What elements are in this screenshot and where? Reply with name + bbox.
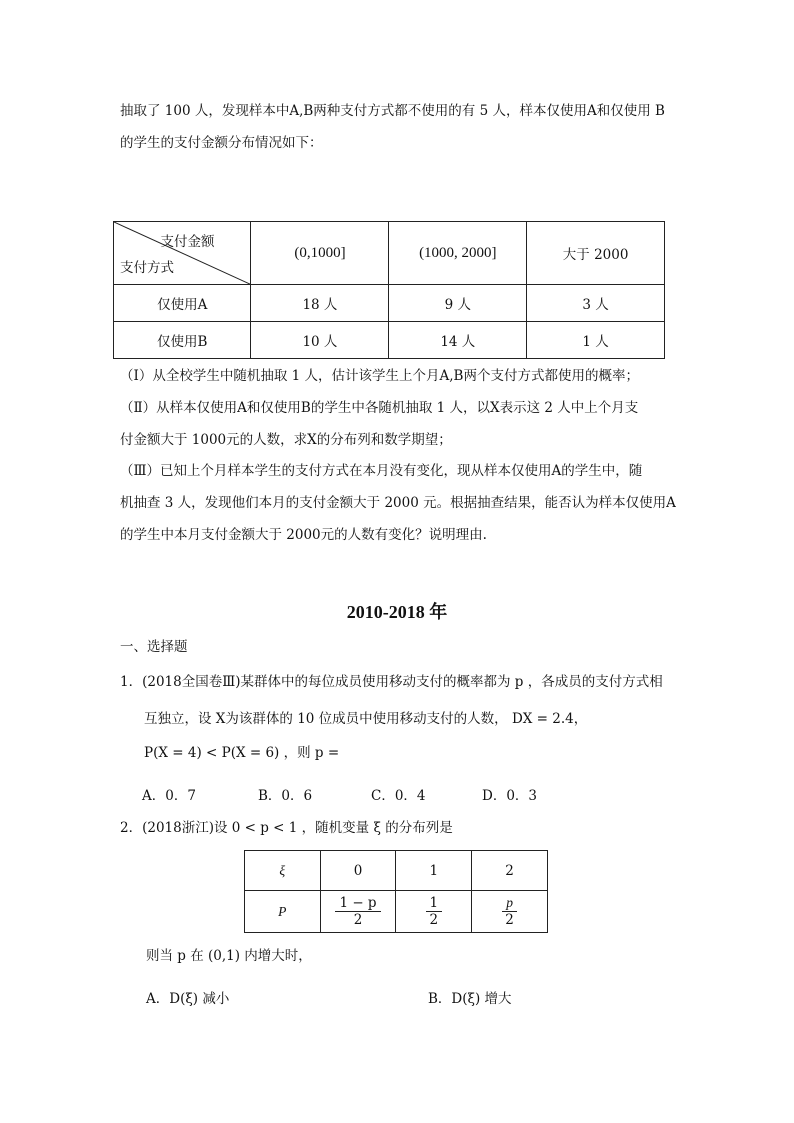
xi-value-1: 1 [396, 851, 472, 891]
diagonal-header-cell [114, 222, 251, 285]
problem-1-line-3: P(X = 4) < P(X = 6) ，则 p = [144, 745, 340, 761]
xi-header: ξ [245, 851, 321, 891]
question-1: （Ⅰ）从全校学生中随机抽取 1 人，估计该学生上个月A,B两个支付方式都使用的概率； [120, 368, 639, 384]
question-3-line-2: 机抽查 3 人，发现他们本月的支付金额大于 2000 元。根据抽查结果，能否认为样本仅使用A [120, 495, 676, 511]
intro-line-1: 抽取了 100 人，发现样本中A,B两种支付方式都不使用的有 5 人，样本仅使用A和仅使用 B [120, 103, 665, 119]
p-header: P [245, 891, 321, 933]
problem-2-option-a: A．D(ξ) 减小 [146, 991, 230, 1007]
xi-distribution-table [244, 850, 548, 933]
cell-b-3: 1 人 [527, 322, 665, 359]
xi-value-0: 0 [320, 851, 396, 891]
fraction-numerator: p [502, 895, 517, 912]
option-b: B．0．6 [258, 788, 313, 804]
p-value-2 [472, 891, 548, 933]
diagonal-header-bottom: 支付方式 [120, 260, 174, 276]
problem-1-line-2: 互独立，设 X为该群体的 10 位成员中使用移动支付的人数， DX = 2.4， [144, 711, 588, 727]
question-2-line-2: 付金额大于 1000元的人数，求X的分布列和数学期望； [120, 432, 452, 448]
diagonal-header-top: 支付金额 [160, 234, 215, 250]
problem-2-condition: 则当 p 在 (0,1) 内增大时， [146, 948, 312, 964]
payment-distribution-table [113, 221, 665, 359]
cell-b-2: 14 人 [389, 322, 527, 359]
cell-b-1: 10 人 [251, 322, 389, 359]
row-label-a: 仅使用A [114, 285, 251, 322]
cell-a-1: 18 人 [251, 285, 389, 322]
fraction-numerator: 1 − p [335, 895, 380, 912]
fraction-numerator: 1 [426, 895, 443, 912]
question-3-line-3: 的学生中本月支付金额大于 2000元的人数有变化？说明理由. [120, 527, 487, 543]
problem-1-line-1: 1．(2018全国卷Ⅲ)某群体中的每位成员使用移动支付的概率都为 p ，各成员的支付方式相 [120, 674, 663, 690]
problem-2-option-b: B．D(ξ) 增大 [428, 991, 512, 1007]
row-label-b: 仅使用B [114, 322, 251, 359]
p-value-1 [396, 891, 472, 933]
section-heading: 2010-2018 年 [346, 602, 448, 622]
section-subheading: 一、选择题 [120, 639, 188, 655]
column-header-2: (1000, 2000] [389, 222, 527, 285]
fraction-denominator: 2 [429, 912, 439, 928]
fraction-denominator: 2 [505, 912, 514, 928]
question-2-line-1: （Ⅱ）从样本仅使用A和仅使用B的学生中各随机抽取 1 人，以X表示这 2 人中上个月支 [120, 400, 639, 416]
column-header-1: (0,1000] [251, 222, 389, 285]
cell-a-3: 3 人 [527, 285, 665, 322]
column-header-3: 大于 2000 [527, 222, 665, 285]
fraction-denominator: 2 [353, 912, 363, 928]
option-c: C．0．4 [371, 788, 426, 804]
xi-value-2: 2 [472, 851, 548, 891]
p-value-0 [320, 891, 396, 933]
option-d: D．0．3 [482, 788, 538, 804]
problem-2-line-1: 2．(2018浙江)设 0 < p < 1 ，随机变量 ξ 的分布列是 [120, 820, 453, 836]
question-3-line-1: （Ⅲ）已知上个月样本学生的支付方式在本月没有变化，现从样本仅使用A的学生中，随 [120, 463, 643, 479]
intro-line-2: 的学生的支付金额分布情况如下： [120, 135, 323, 151]
cell-a-2: 9 人 [389, 285, 527, 322]
option-a: A．0．7 [142, 788, 196, 804]
